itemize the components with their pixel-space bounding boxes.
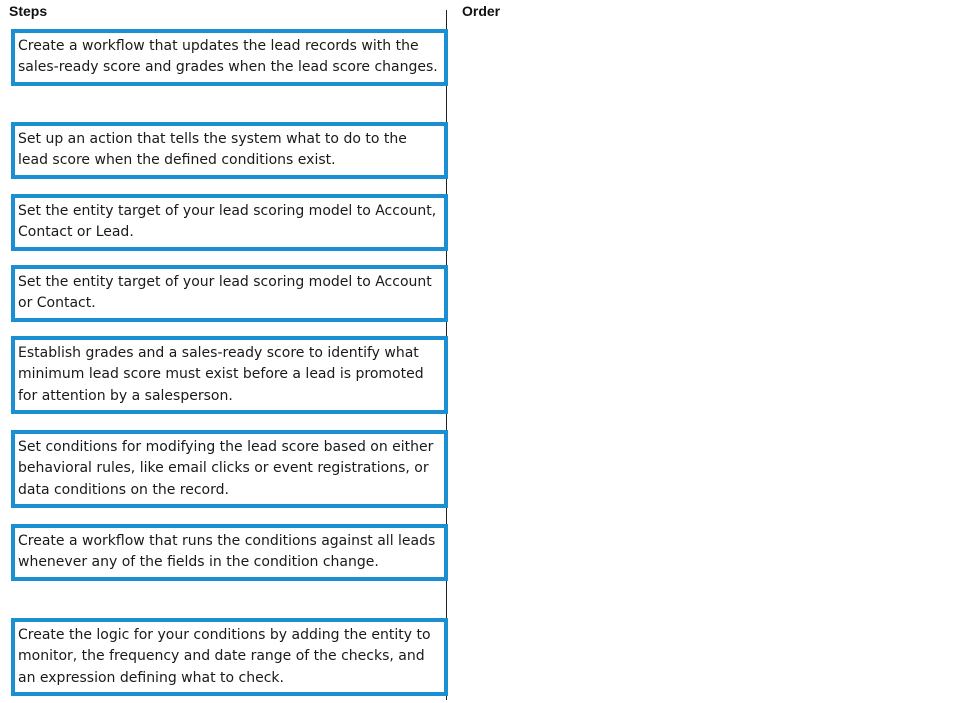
step-item-text: Establish grades and a sales-ready score to identify what minimum lead score must exist before a lead is promoted for attention by a salesperson. — [18, 345, 424, 404]
step-item-7[interactable] — [11, 524, 448, 581]
step-item-text: Set the entity target of your lead scoring model to Account, Contact or Lead. — [18, 203, 437, 241]
step-item-1[interactable] — [11, 29, 448, 86]
step-item-text: Set the entity target of your lead scoring model to Account or Contact. — [18, 274, 432, 312]
step-item-4[interactable] — [11, 265, 448, 322]
step-item-3[interactable] — [11, 194, 448, 251]
step-item-text: Create a workflow that runs the conditions against all leads whenever any of the fields in the condition change. — [18, 533, 436, 571]
step-item-6[interactable] — [11, 430, 448, 508]
step-item-text: Create the logic for your conditions by adding the entity to monitor, the frequency and date range of the checks, and an expression defining what to check. — [18, 627, 431, 686]
steps-column-header: Steps — [9, 3, 48, 19]
step-item-8[interactable] — [11, 618, 448, 696]
step-item-text: Create a workflow that updates the lead records with the sales-ready score and grades when the lead score changes. — [18, 38, 438, 76]
order-column-header: Order — [462, 3, 501, 19]
step-item-text: Set conditions for modifying the lead score based on either behavioral rules, like email clicks or event registrations, or data conditions on the record. — [18, 439, 434, 498]
step-item-text: Set up an action that tells the system what to do to the lead score when the defined conditions exist. — [18, 131, 407, 169]
step-item-5[interactable] — [11, 336, 448, 414]
step-item-2[interactable] — [11, 122, 448, 179]
